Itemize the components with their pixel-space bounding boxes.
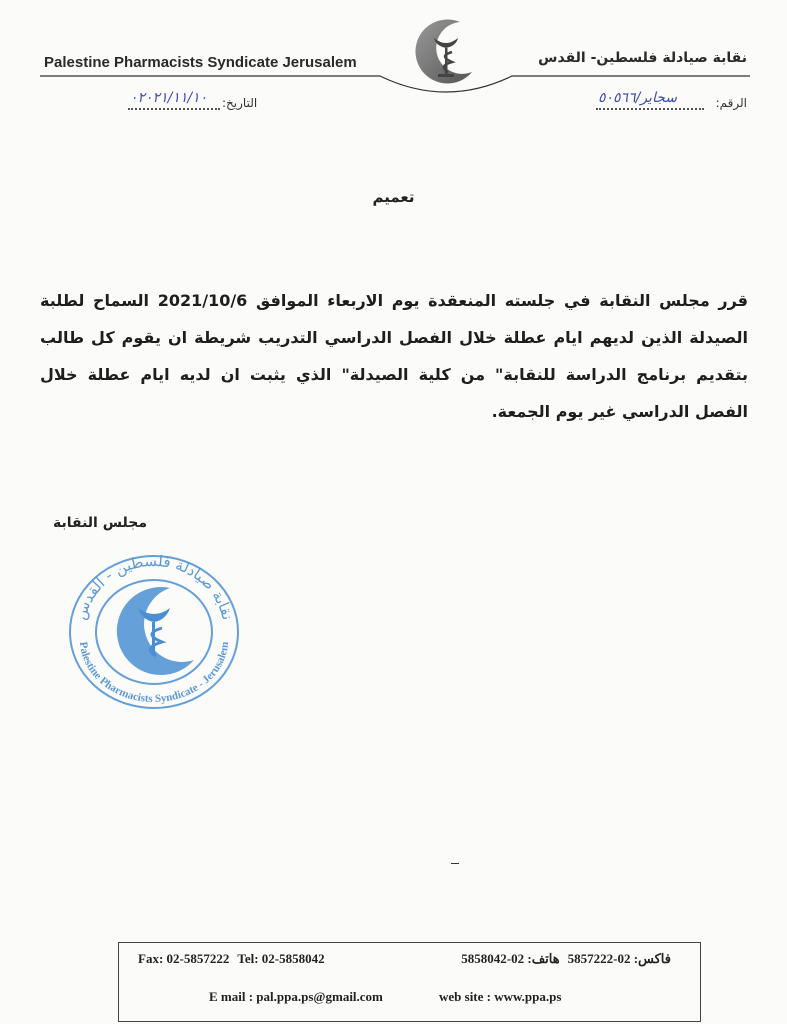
reference-number-dotted-line <box>596 106 704 110</box>
footer-website: web site : www.ppa.ps <box>439 989 562 1004</box>
org-name-arabic: نقابة صيادلة فلسطين- القدس <box>538 50 747 66</box>
footer-contact-box <box>118 942 701 1022</box>
svg-text:Palestine Pharmacists Syndicat: Palestine Pharmacists Syndicate - Jerusalem <box>76 641 232 706</box>
syndicate-logo-icon <box>408 14 484 90</box>
footer-fax-ar: فاكس: 02-5857222 <box>567 951 671 966</box>
reference-number-label: الرقم: <box>715 96 747 110</box>
footer-email: E mail : pal.ppa.ps@gmail.com <box>209 989 383 1004</box>
org-name-english: Palestine Pharmacists Syndicate Jerusalem <box>44 54 357 71</box>
date-dotted-line <box>128 106 220 110</box>
footer-english-phones <box>138 951 325 967</box>
svg-text:نقابة صيادلة فلسطين - القدس: نقابة صيادلة فلسطين - القدس <box>71 551 237 622</box>
syndicate-stamp-icon <box>66 550 242 710</box>
document-subject: تعميم <box>372 188 415 206</box>
footer-tel-ar: هاتف: 02-5858042 <box>461 951 560 966</box>
date-label: التاريخ: <box>222 96 258 110</box>
signature-council: مجلس النقابة <box>53 515 147 531</box>
footer-arabic-phones <box>461 951 671 967</box>
footer-tel-en: Tel: 02-5858042 <box>237 951 325 966</box>
stray-mark <box>451 863 459 864</box>
date-handwritten-value: ٠٢٠٢١/١١/١٠ <box>130 90 208 106</box>
reference-number-handwritten-value: سجاير/٥٠٥٦٦ <box>598 90 677 106</box>
footer-fax-en: Fax: 02-5857222 <box>138 951 230 966</box>
document-body: قرر مجلس النقابة في جلسته المنعقدة يوم الاربعاء الموافق 2021/10/6 السماح لطلبة الصيدلة الذين لديهم ايام عطلة خلال الفصل الدراسي التدريب شريطة ان يقوم كل طالب بتقديم برنامج الدراسة للنقابة" من كلية الصيدلة" الذي يثبت ان لديه ايام عطلة خلال الفصل الدراسي غير يوم الجمعة. <box>40 291 749 421</box>
